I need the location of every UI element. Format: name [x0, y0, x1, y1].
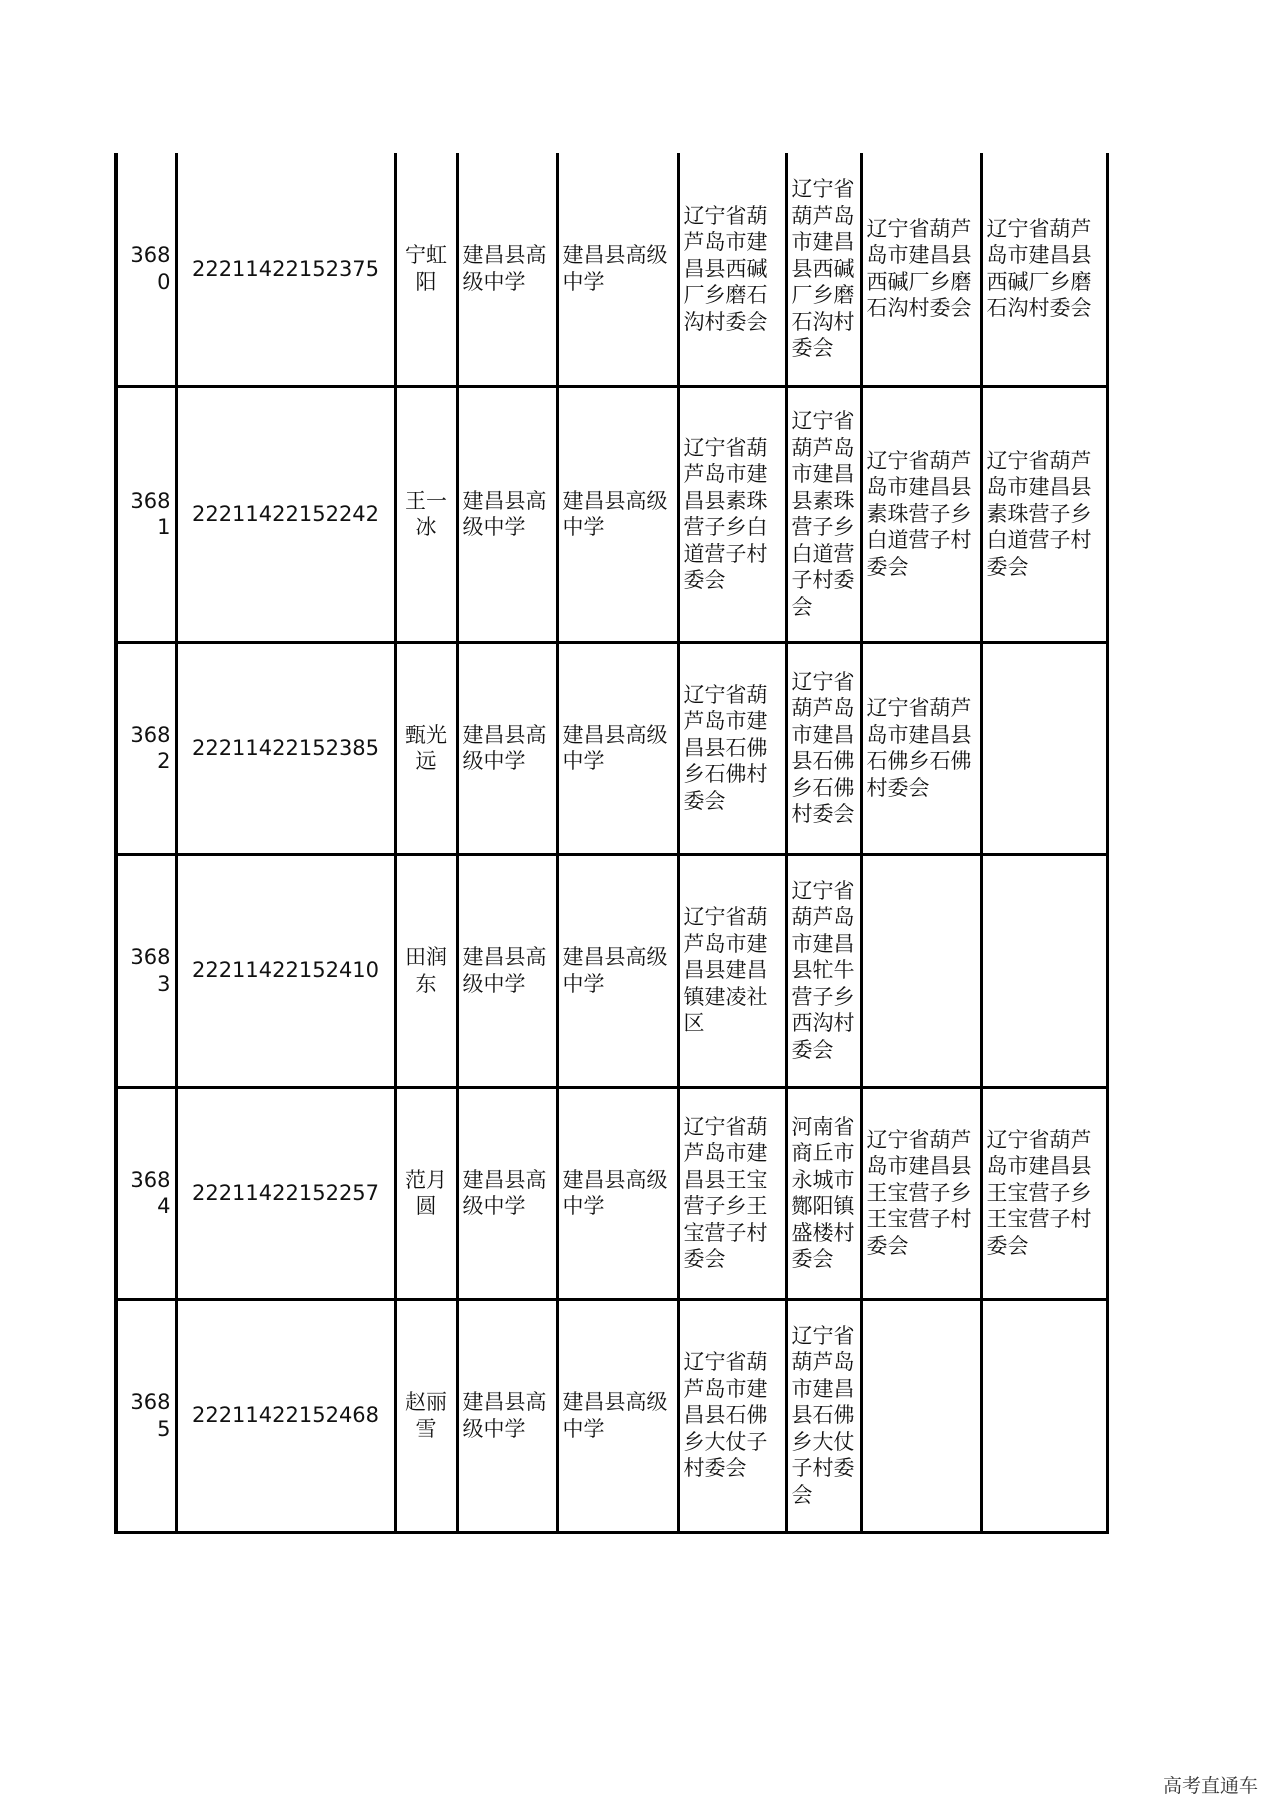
school-b: 建昌县高级中学	[557, 1087, 678, 1299]
table-row	[116, 854, 1107, 1087]
school-b: 建昌县高级中学	[557, 1299, 678, 1532]
school-b: 建昌县高级中学	[557, 153, 678, 386]
school-a: 建昌县高级中学	[457, 1299, 557, 1532]
address-3	[861, 854, 981, 1087]
table-row	[116, 642, 1107, 854]
table-row	[116, 153, 1107, 386]
address-4: 辽宁省葫芦岛市建昌县素珠营子乡白道营子村委会	[981, 386, 1107, 642]
address-3: 辽宁省葫芦岛市建昌县石佛乡石佛村委会	[861, 642, 981, 854]
address-1: 辽宁省葫芦岛市建昌县王宝营子乡王宝营子村委会	[678, 1087, 786, 1299]
address-2: 辽宁省葫芦岛市建昌县素珠营子乡白道营子村委会	[786, 386, 861, 642]
row-number: 3685	[116, 1299, 176, 1532]
student-name: 范月圆	[395, 1087, 457, 1299]
address-2: 辽宁省葫芦岛市建昌县牤牛营子乡西沟村委会	[786, 854, 861, 1087]
address-2: 辽宁省葫芦岛市建昌县石佛乡石佛村委会	[786, 642, 861, 854]
school-b: 建昌县高级中学	[557, 642, 678, 854]
table-row	[116, 1087, 1107, 1299]
school-b: 建昌县高级中学	[557, 386, 678, 642]
student-name: 赵丽雪	[395, 1299, 457, 1532]
address-1: 辽宁省葫芦岛市建昌县素珠营子乡白道营子村委会	[678, 386, 786, 642]
school-a: 建昌县高级中学	[457, 854, 557, 1087]
school-a: 建昌县高级中学	[457, 1087, 557, 1299]
address-3: 辽宁省葫芦岛市建昌县王宝营子乡王宝营子村委会	[861, 1087, 981, 1299]
school-a: 建昌县高级中学	[457, 642, 557, 854]
exam-id: 22211422152375	[176, 153, 395, 386]
address-1: 辽宁省葫芦岛市建昌县西碱厂乡磨石沟村委会	[678, 153, 786, 386]
school-a: 建昌县高级中学	[457, 153, 557, 386]
address-2: 辽宁省葫芦岛市建昌县西碱厂乡磨石沟村委会	[786, 153, 861, 386]
row-number: 3680	[116, 153, 176, 386]
address-4: 辽宁省葫芦岛市建昌县王宝营子乡王宝营子村委会	[981, 1087, 1107, 1299]
address-4	[981, 642, 1107, 854]
roster-table-container	[114, 153, 1105, 1534]
exam-id: 22211422152385	[176, 642, 395, 854]
row-number: 3683	[116, 854, 176, 1087]
exam-id: 22211422152468	[176, 1299, 395, 1532]
address-1: 辽宁省葫芦岛市建昌县石佛乡大仗子村委会	[678, 1299, 786, 1532]
address-1: 辽宁省葫芦岛市建昌县建昌镇建凌社区	[678, 854, 786, 1087]
table-row	[116, 386, 1107, 642]
student-name: 田润东	[395, 854, 457, 1087]
address-2: 河南省商丘市永城市酂阳镇盛楼村委会	[786, 1087, 861, 1299]
student-name: 甄光远	[395, 642, 457, 854]
row-number: 3682	[116, 642, 176, 854]
watermark-text: 高考直通车	[1162, 1775, 1258, 1797]
roster-table	[114, 153, 1109, 1534]
row-number: 3681	[116, 386, 176, 642]
row-number: 3684	[116, 1087, 176, 1299]
student-name: 王一冰	[395, 386, 457, 642]
table-row	[116, 1299, 1107, 1532]
address-3: 辽宁省葫芦岛市建昌县西碱厂乡磨石沟村委会	[861, 153, 981, 386]
student-name: 宁虹阳	[395, 153, 457, 386]
address-4: 辽宁省葫芦岛市建昌县西碱厂乡磨石沟村委会	[981, 153, 1107, 386]
exam-id: 22211422152410	[176, 854, 395, 1087]
address-3	[861, 1299, 981, 1532]
address-3: 辽宁省葫芦岛市建昌县素珠营子乡白道营子村委会	[861, 386, 981, 642]
address-4	[981, 1299, 1107, 1532]
exam-id: 22211422152257	[176, 1087, 395, 1299]
address-2: 辽宁省葫芦岛市建昌县石佛乡大仗子村委会	[786, 1299, 861, 1532]
address-4	[981, 854, 1107, 1087]
school-a: 建昌县高级中学	[457, 386, 557, 642]
address-1: 辽宁省葫芦岛市建昌县石佛乡石佛村委会	[678, 642, 786, 854]
exam-id: 22211422152242	[176, 386, 395, 642]
school-b: 建昌县高级中学	[557, 854, 678, 1087]
